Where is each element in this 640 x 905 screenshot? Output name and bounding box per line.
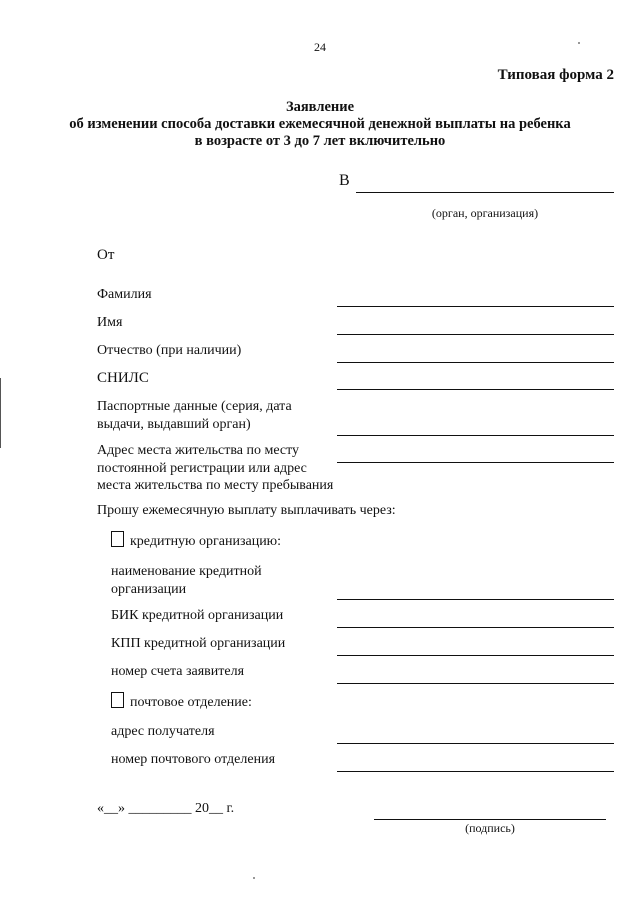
- credit-org-name-label: [111, 563, 262, 598]
- scan-dot: [253, 877, 255, 879]
- address-field[interactable]: [337, 462, 614, 463]
- recipient-prefix: В: [339, 172, 350, 189]
- form-type-label: Типовая форма 2: [497, 67, 614, 83]
- account-label: номер счета заявителя: [111, 664, 245, 679]
- title-line-3: в возрасте от 3 до 7 лет включительно: [194, 133, 446, 149]
- page-number: 24: [314, 40, 326, 54]
- credit-org-name-field[interactable]: [337, 599, 614, 600]
- passport-label-line-2: выдачи, выдавший орган): [97, 416, 251, 432]
- account-field[interactable]: [337, 683, 614, 684]
- document-title: [0, 99, 640, 150]
- post-office-option-label: почтовое отделение:: [130, 695, 252, 710]
- post-office-number-field[interactable]: [337, 771, 614, 772]
- kpp-label: КПП кредитной организации: [111, 636, 286, 651]
- signature-field[interactable]: [374, 819, 606, 820]
- recipient-address-label: адрес получателя: [111, 724, 215, 739]
- address-label-line-2: постоянной регистрации или адрес: [97, 460, 307, 476]
- scan-dot: [578, 42, 580, 44]
- address-label-line-3: места жительства по месту пребывания: [97, 478, 334, 493]
- name-field[interactable]: [337, 334, 614, 335]
- recipient-field[interactable]: [356, 192, 614, 193]
- passport-field[interactable]: [337, 435, 614, 436]
- patronymic-label: Отчество (при наличии): [97, 343, 242, 358]
- bik-field[interactable]: [337, 627, 614, 628]
- credit-org-checkbox[interactable]: [111, 531, 124, 547]
- from-label: От: [97, 247, 115, 263]
- address-label-line-1: Адрес места жительства по месту: [97, 443, 300, 458]
- credit-org-option-label: кредитную организацию:: [130, 534, 282, 549]
- date-line[interactable]: «__» _________ 20__ г.: [97, 801, 235, 816]
- post-office-checkbox[interactable]: [111, 692, 124, 708]
- post-office-number-label: номер почтового отделения: [111, 752, 276, 767]
- signature-caption: (подпись): [465, 821, 515, 835]
- passport-label: [97, 398, 292, 433]
- snils-label: СНИЛС: [97, 370, 149, 386]
- credit-org-name-line-1: наименование кредитной: [111, 564, 262, 579]
- address-label: [97, 442, 333, 495]
- snils-field[interactable]: [337, 389, 614, 390]
- kpp-field[interactable]: [337, 655, 614, 656]
- passport-label-line-1: Паспортные данные (серия, дата: [97, 399, 292, 414]
- request-text: Прошу ежемесячную выплату выплачивать через:: [97, 503, 396, 518]
- recipient-caption: (орган, организация): [431, 206, 539, 220]
- surname-field[interactable]: [337, 306, 614, 307]
- scan-edge-mark: [0, 378, 1, 448]
- title-line-1: Заявление: [285, 99, 355, 115]
- credit-org-name-line-2: организации: [111, 581, 187, 597]
- surname-label: Фамилия: [97, 287, 152, 302]
- name-label: Имя: [97, 315, 123, 330]
- patronymic-field[interactable]: [337, 362, 614, 363]
- bik-label: БИК кредитной организации: [111, 608, 284, 623]
- title-line-2: об изменении способа доставки ежемесячной денежной выплаты на ребенка: [69, 116, 571, 132]
- recipient-address-field[interactable]: [337, 743, 614, 744]
